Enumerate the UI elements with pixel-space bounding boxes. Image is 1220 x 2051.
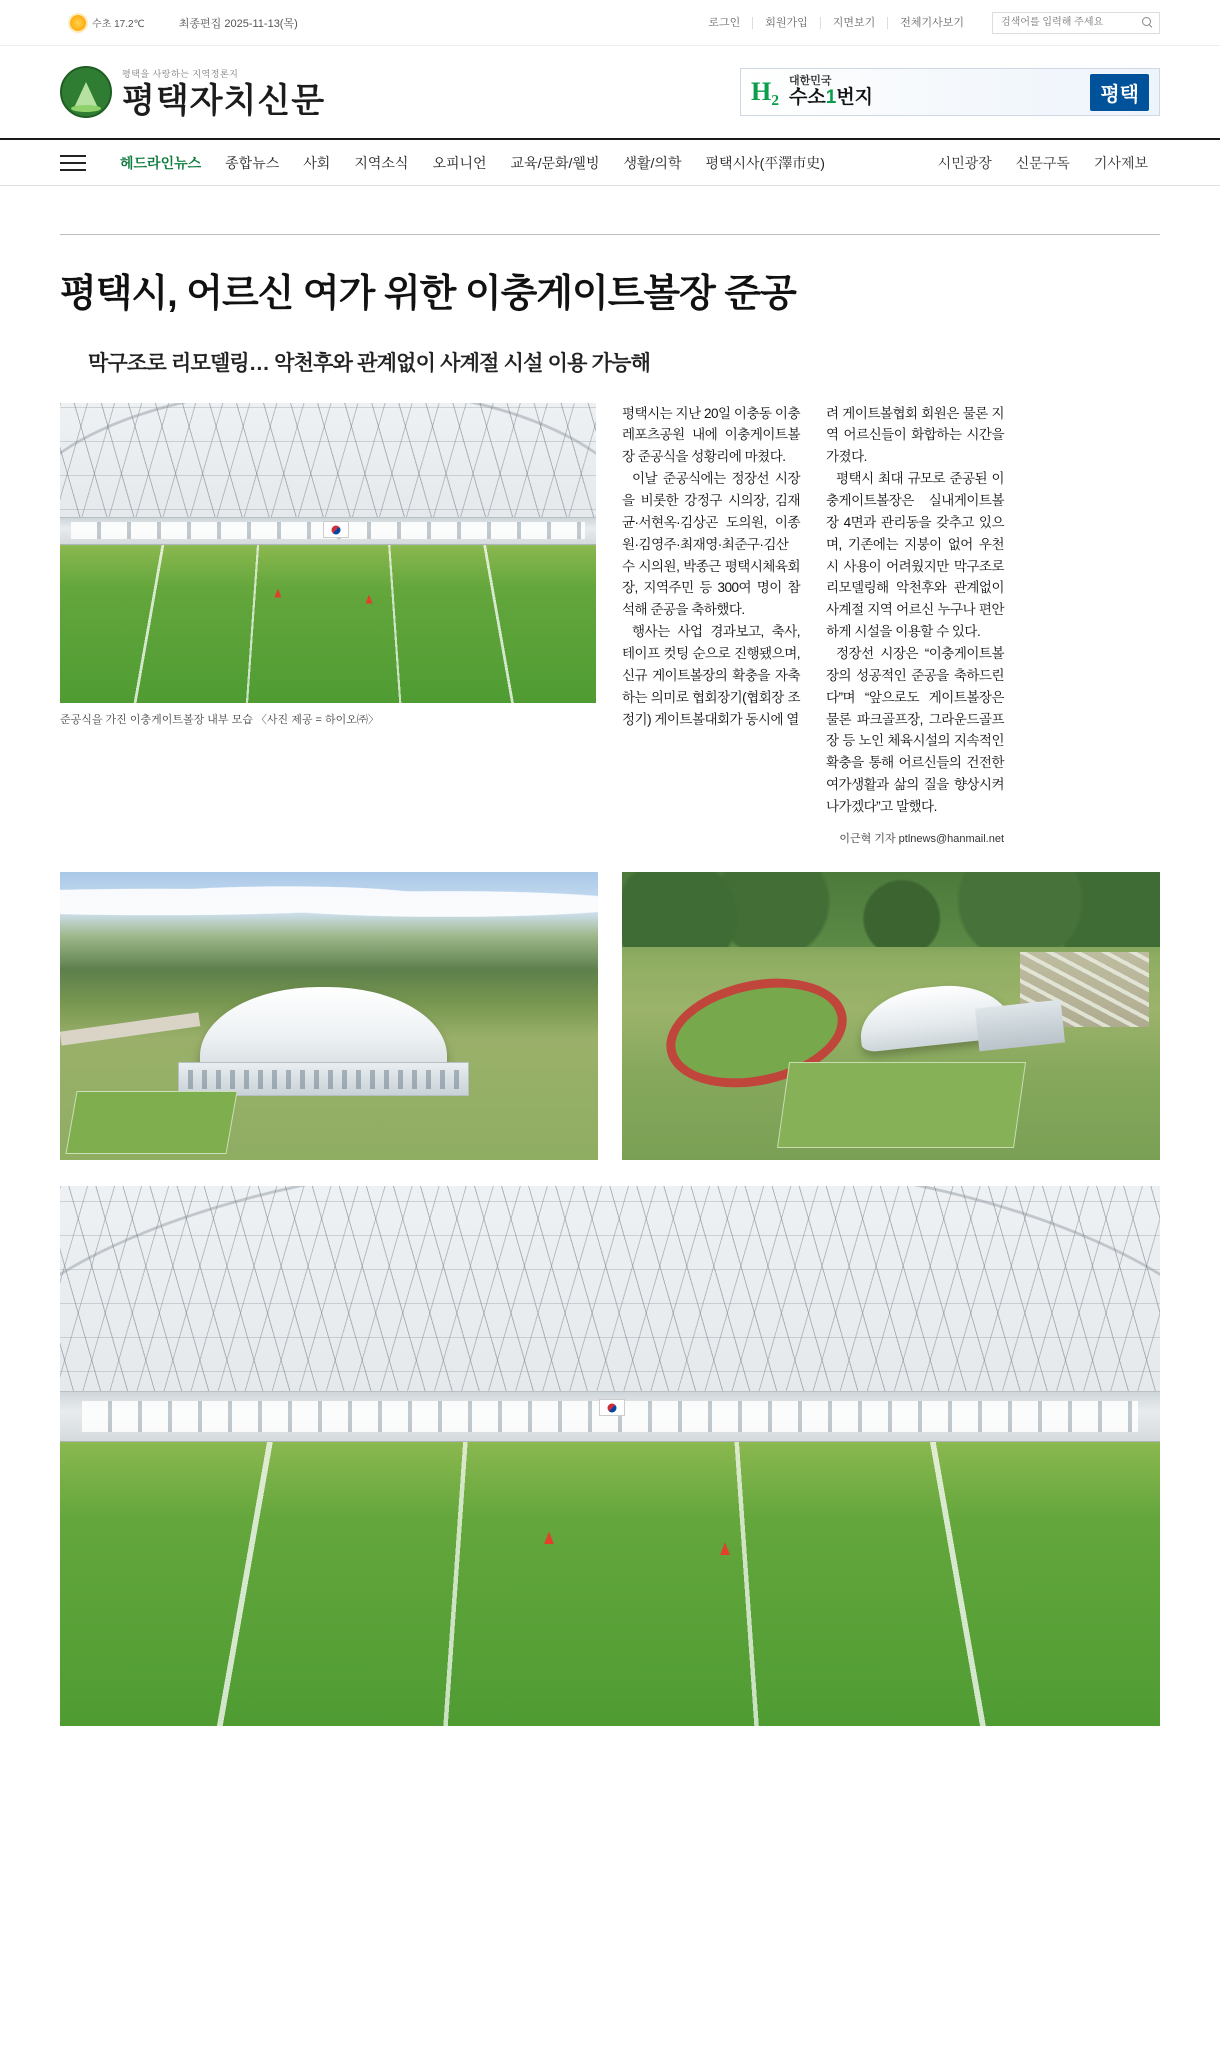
article-column-1 <box>622 403 800 846</box>
korean-flag-icon <box>599 1399 625 1416</box>
article-paragraph: 평택시 최대 규모로 준공된 이충게이트볼장은 실내게이트볼장 4면과 관리동을 갖추고 있으며, 기존에는 지붕이 없어 우천 시 사용이 어려웠지만 막구조로 리모델링해 악천후와 관계없이 사계절 지역 어르신 누구나 편안하게 시설을 이용할 수 있다. <box>826 471 1004 640</box>
nav-item-opinion[interactable]: 오피니언 <box>432 154 487 171</box>
korean-flag-icon <box>323 521 349 538</box>
hamburger-line <box>60 169 86 171</box>
hamburger-line <box>60 155 86 157</box>
banner-line2-pre: 수소 <box>789 87 826 109</box>
nav-item-headline[interactable]: 헤드라인뉴스 <box>120 154 202 171</box>
page-title: 평택시, 어르신 여가 위한 이충게이트볼장 준공 <box>60 273 796 315</box>
aerial-photo-row <box>60 872 1160 1160</box>
nav-item-subscribe[interactable]: 신문구독 <box>1015 154 1070 171</box>
hamburger-line <box>60 162 86 164</box>
search-box[interactable] <box>992 12 1160 34</box>
article-body <box>0 234 1220 1756</box>
all-articles-link[interactable]: 전체기사보기 <box>900 16 964 29</box>
road-shape <box>60 1012 200 1046</box>
article-paragraph: 평택시는 지난 20일 이충동 이충레포츠공원 내에 이충게이트볼장 준공식을 성황리에 마쳤다. <box>622 405 800 465</box>
article-paragraph: 정장선 시장은 “이충게이트볼장의 성공적인 준공을 축하드린다”며 “앞으로도 게이트볼장은 물론 파크골프장, 그라운드골프장 등 노인 체육시설의 지속적인 확충을 통해 어르신들의 건전한 여가생활과 삶의 질을 향상시켜 나가겠다”고 말했다. <box>826 645 1004 814</box>
indoor-gateball-court-photo <box>60 403 596 703</box>
weather-text: 수초 17.2℃ <box>92 19 145 30</box>
sun-icon <box>70 15 86 31</box>
banner-line1: 대한민국 <box>789 74 832 87</box>
building-shape <box>975 1000 1065 1052</box>
aerial-view-complex-right-photo <box>622 872 1160 1160</box>
banner-line2-number: 1 <box>825 87 837 109</box>
nav-item-report[interactable]: 기사제보 <box>1093 154 1148 171</box>
main-navigation <box>0 138 1220 186</box>
nav-right-group <box>926 153 1160 173</box>
weather-widget <box>70 15 145 31</box>
masthead <box>0 46 1220 138</box>
search-icon[interactable] <box>1142 17 1153 28</box>
nav-item-education[interactable]: 교육/문화/웰빙 <box>510 154 600 171</box>
top-links <box>696 12 1160 34</box>
signup-link[interactable]: 회원가입 <box>753 17 821 29</box>
banner-line2-post: 번지 <box>836 87 874 109</box>
site-logo[interactable] <box>60 66 326 121</box>
field-lines-shape <box>60 545 596 703</box>
nav-item-general[interactable]: 종합뉴스 <box>225 154 280 171</box>
logo-title: 평택자치신문 <box>122 81 326 121</box>
banner-line2 <box>789 87 873 109</box>
photo-caption: 준공식을 가진 이충게이트볼장 내부 모습 〈사진 제공 = 하이오㈜〉 <box>60 713 379 726</box>
indoor-gateball-court-wide-photo <box>60 1186 1160 1726</box>
sports-pitch-shape <box>65 1091 238 1154</box>
article-top-rule <box>60 234 1160 235</box>
field-lines-shape <box>60 1442 1160 1726</box>
tree-logo-icon <box>60 66 112 118</box>
page-bottom-space <box>60 1726 1160 1756</box>
hamburger-icon[interactable] <box>60 155 86 171</box>
hydrogen-city-banner[interactable] <box>740 68 1160 116</box>
forest-shape <box>622 872 1160 947</box>
article-paragraph: 이날 준공식에는 정장선 시장을 비롯한 강정구 시의장, 김재균·서현옥·김상곤 도의원, 이종원·김영주·최재영·최준구·김산수 시의원, 박종근 평택시체육회장, 지역주민 등 300여 명이 참석해 준공을 축하했다. <box>622 471 800 618</box>
lead-photo-column <box>60 403 596 846</box>
banner-city-label: 평택 <box>1090 74 1149 111</box>
article-grid <box>60 403 1160 846</box>
dome-roof-shape <box>200 987 447 1073</box>
logo-tagline: 평택을 사랑하는 지역정론지 <box>122 69 239 79</box>
banner-h2-label: H₂ <box>751 77 780 106</box>
sports-field-shape <box>777 1062 1026 1148</box>
article-paragraph: 행사는 사업 경과보고, 축사, 테이프 컷팅 순으로 진행됐으며, 신규 게이트볼장의 확충을 자축하는 의미로 협회장기(협회장 조정기) 게이트볼대회가 동시에 열 <box>622 624 800 727</box>
nav-item-citizen-square[interactable]: 시민광장 <box>937 154 992 171</box>
article-subhead: 막구조로 리모델링… 악천후와 관계없이 사계절 시설 이용 가능해 <box>88 351 651 375</box>
last-edit-date: 최종편집 2025-11-13(목) <box>178 17 298 30</box>
nav-item-local[interactable]: 지역소식 <box>354 154 409 171</box>
article-paragraph: 려 게이트볼협회 회원은 물론 지역 어르신들이 화합하는 시간을 가졌다. <box>826 405 1004 465</box>
article-column-2 <box>826 403 1004 846</box>
login-link[interactable]: 로그인 <box>696 17 753 29</box>
article-byline: 이근혁 기자 ptlnews@hanmail.net <box>839 832 1004 845</box>
nav-item-city-history[interactable]: 평택시사(平澤市史) <box>705 154 825 171</box>
nav-item-society[interactable]: 사회 <box>303 154 331 171</box>
aerial-view-dome-left-photo <box>60 872 598 1160</box>
top-utility-bar <box>0 0 1220 46</box>
nav-item-life[interactable]: 생활/의학 <box>623 154 682 171</box>
cloud-shape <box>60 878 598 918</box>
paper-view-link[interactable]: 지면보기 <box>821 17 889 29</box>
search-input[interactable] <box>999 16 1142 29</box>
